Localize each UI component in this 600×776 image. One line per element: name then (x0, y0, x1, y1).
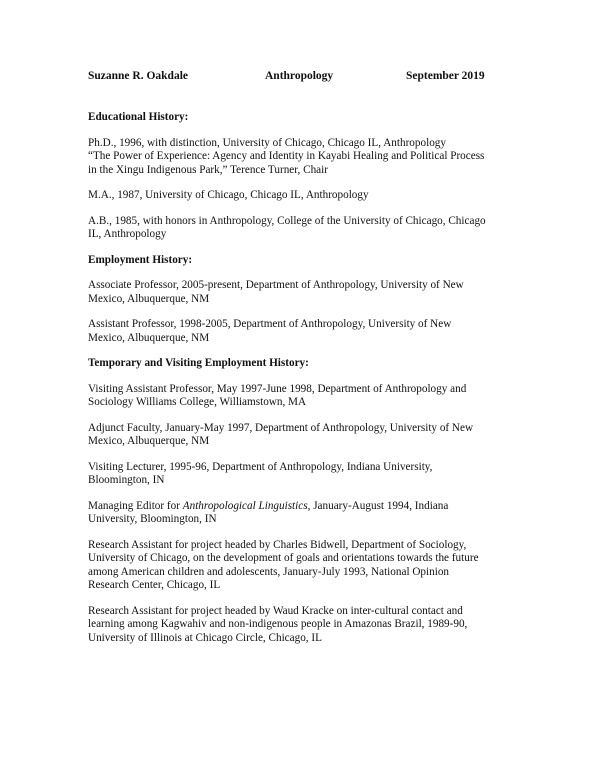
entry-line: University of Chicago, on the development of goals and orientations towards the future (88, 552, 479, 564)
entry-line: IL, Anthropology (88, 228, 167, 240)
education-entry-ma (88, 189, 518, 203)
entry-line: A.B., 1985, with honors in Anthropology, College of the University of Chicago, Chicago (88, 214, 486, 227)
education-entry-phd (88, 137, 518, 178)
entry-line: Mexico, Albuquerque, NM (88, 292, 210, 305)
entry-line: University, Bloomington, IN (88, 513, 217, 525)
entry-line: Visiting Lecturer, 1995-96, Department of Anthropology, Indiana University, (88, 460, 433, 473)
entry-line: among American children and adolescents, January-July 1993, National Opinion (88, 565, 450, 578)
entry-suffix: , January-August 1994, Indiana (307, 499, 449, 512)
entry-line: Assistant Professor, 1998-2005, Department of Anthropology, University of New (88, 318, 452, 330)
section-heading-employment: Employment History: (88, 253, 193, 266)
entry-line: Associate Professor, 2005-present, Department of Anthropology, University of New (88, 279, 464, 291)
entry-prefix: Managing Editor for (88, 499, 183, 512)
entry-line: learning among Kagwahiv and non-indigenous people in Amazonas Brazil, 1989-90, (88, 618, 468, 630)
document-date: September 2019 (406, 70, 485, 82)
journal-title: Anthropological Linguistics (182, 499, 308, 512)
entry-line: M.A., 1987, University of Chicago, Chicago IL, Anthropology (88, 189, 369, 201)
managing-editor-entry (88, 500, 518, 527)
research-entry (88, 605, 518, 646)
entry-line: Research Assistant for project headed by Waud Kracke on inter-cultural contact and (88, 604, 463, 617)
employment-entry (88, 318, 518, 345)
entry-line: Research Assistant for project headed by Charles Bidwell, Department of Sociology, (88, 538, 467, 551)
section-heading-education: Educational History: (88, 111, 189, 123)
temporary-entry (88, 383, 518, 410)
cv-body (88, 111, 518, 657)
temporary-entry (88, 461, 518, 488)
entry-line: in the Xingu Indigenous Park,” Terence Turner, Chair (88, 163, 328, 176)
department-label: Anthropology (265, 70, 334, 82)
entry-line: Mexico, Albuquerque, NM (88, 331, 210, 344)
entry-line: Mexico, Albuquerque, NM (88, 435, 210, 447)
entry-line: “The Power of Experience: Agency and Identity in Kayabi Healing and Political Process (88, 150, 485, 162)
entry-line (88, 500, 518, 514)
entry-line: Bloomington, IN (88, 474, 165, 486)
author-name: Suzanne R. Oakdale (88, 70, 189, 82)
entry-line: Adjunct Faculty, January-May 1997, Department of Anthropology, University of New (88, 421, 474, 434)
education-entry-ab (88, 215, 518, 242)
section-heading-temporary-employment: Temporary and Visiting Employment History: (88, 357, 309, 369)
employment-entry (88, 279, 518, 306)
entry-line: Ph.D., 1996, with distinction, University of Chicago, Chicago IL, Anthropology (88, 136, 446, 149)
research-entry (88, 539, 518, 593)
entry-line: Sociology Williams College, Williamstown, MA (88, 396, 307, 408)
entry-line: Research Center, Chicago, IL (88, 579, 221, 591)
temporary-entry (88, 422, 518, 449)
entry-line: Visiting Assistant Professor, May 1997-June 1998, Department of Anthropology and (88, 382, 467, 395)
entry-line: University of Illinois at Chicago Circle, Chicago, IL (88, 631, 322, 644)
